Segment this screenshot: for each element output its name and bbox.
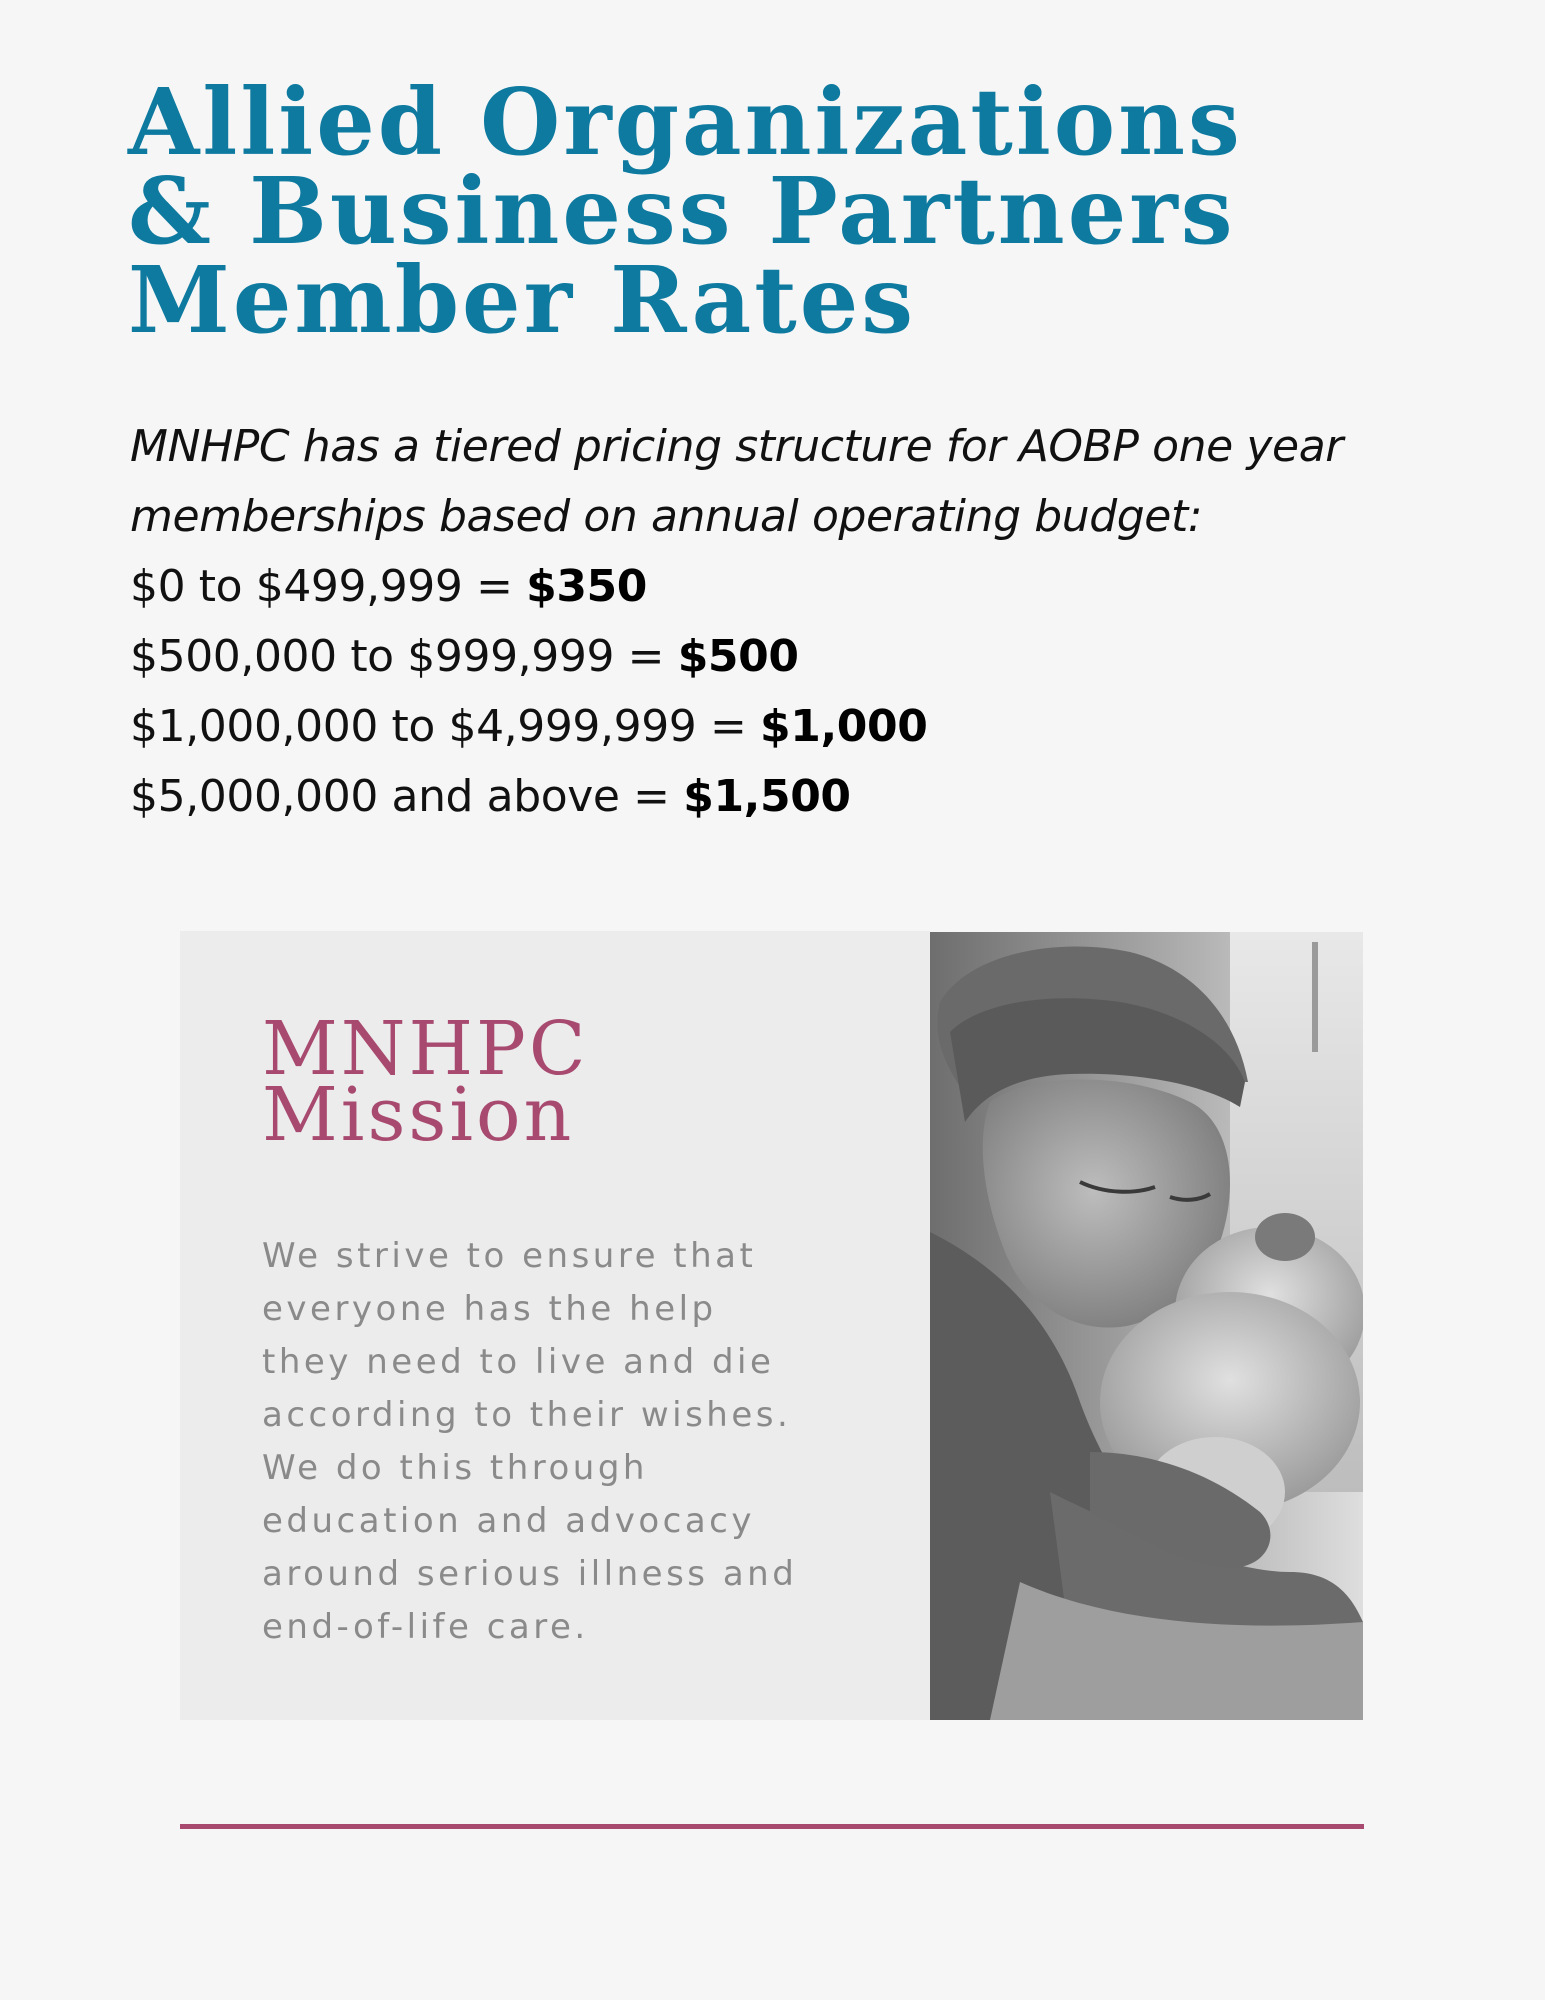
rate-price: $500 [677, 631, 799, 682]
pricing-intro [130, 412, 1430, 552]
mission-line: everyone has the help [262, 1289, 717, 1329]
mission-line: We strive to ensure that [262, 1236, 757, 1276]
mission-title [262, 1006, 589, 1158]
page-title [128, 68, 1243, 354]
mission-line: We do this through [262, 1448, 648, 1488]
pricing-intro-line-1: MNHPC has a tiered pricing structure for AOBP one year [130, 421, 1343, 472]
mission-title-line-2: Mission [262, 1072, 575, 1158]
page-title-line-1: Allied Organizations [128, 68, 1243, 176]
rate-item [130, 692, 927, 762]
mission-line: according to their wishes. [262, 1395, 792, 1435]
page-title-line-3: Member Rates [128, 246, 917, 354]
mission-statement [262, 1230, 797, 1654]
divider-line [180, 1824, 1364, 1829]
pricing-intro-line-2: memberships based on annual operating budget: [130, 491, 1203, 542]
rate-item [130, 762, 927, 832]
rate-range: $500,000 to $999,999 = [130, 631, 678, 682]
rate-range: $1,000,000 to $4,999,999 = [130, 701, 761, 752]
rate-range: $5,000,000 and above = [130, 771, 684, 822]
rate-price: $350 [526, 561, 647, 612]
rate-item [130, 552, 927, 622]
mission-line: end-of-life care. [262, 1607, 589, 1647]
child-with-teddy-bear-photo [930, 932, 1363, 1720]
rate-price: $1,500 [683, 771, 851, 822]
mission-line: they need to live and die [262, 1342, 775, 1382]
mission-line: around serious illness and [262, 1554, 798, 1594]
rate-price: $1,000 [760, 701, 928, 752]
mission-line: education and advocacy [262, 1501, 755, 1541]
page-title-line-2: & Business Partners [128, 157, 1236, 265]
photo-illustration [930, 932, 1363, 1720]
rate-range: $0 to $499,999 = [130, 561, 527, 612]
rate-item [130, 622, 927, 692]
rate-list [130, 552, 927, 832]
mission-title-line-1: MNHPC [262, 1006, 589, 1092]
